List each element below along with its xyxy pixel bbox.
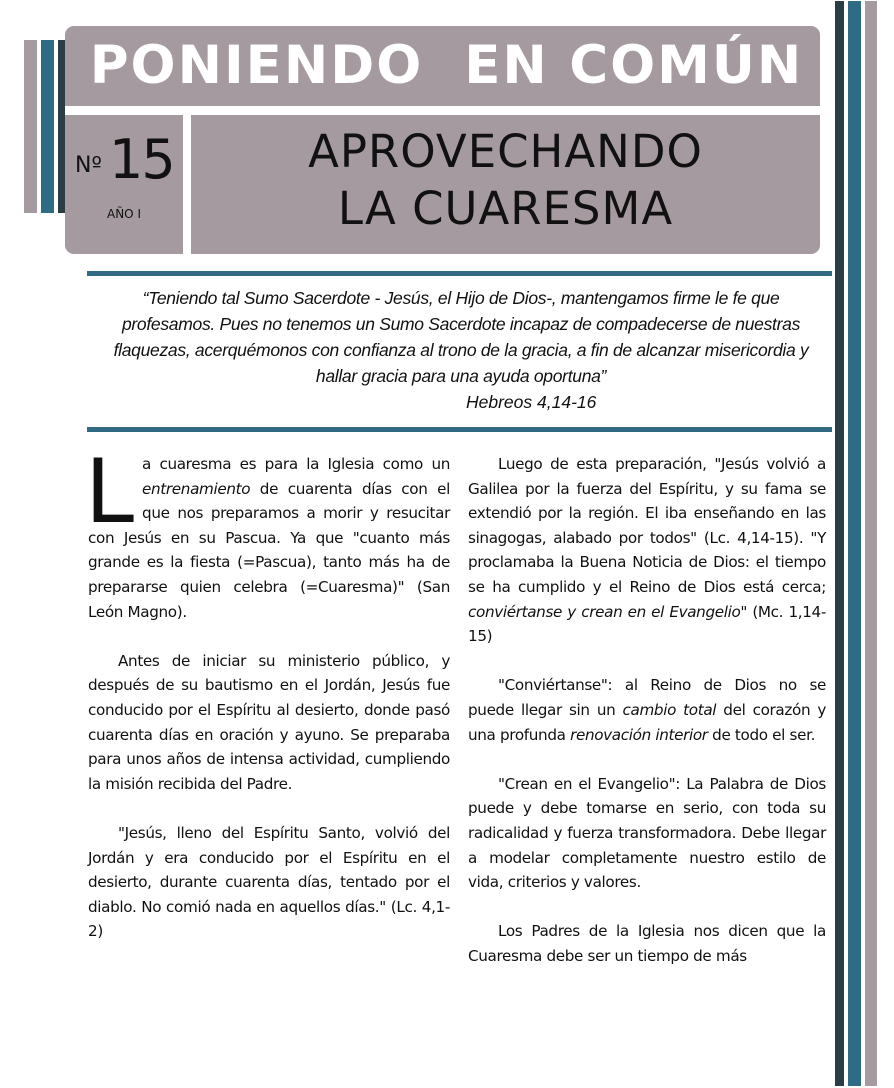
emphasis-text: cambio total <box>622 700 717 719</box>
left-stripe-gray <box>24 40 37 213</box>
right-stripe-teal <box>848 1 861 1086</box>
bottom-divider <box>87 427 832 432</box>
paragraph <box>468 452 826 649</box>
right-stripe-gray <box>865 1 877 1086</box>
issue-number-prefix: Nº <box>75 153 102 178</box>
article-column-right <box>468 452 826 993</box>
paragraph-text: de todo el ser. <box>707 725 816 744</box>
paragraph: "Crean en el Evangelio": La Palabra de Dios puede y debe tomarse en serio, con toda su radicalidad y fuerza transformadora. Debe llegar a modelar completamente nuestro estilo de vida, criterios y valores. <box>468 774 826 892</box>
paragraph-text: "Conviértanse": al Reino de Dios no se puede llegar sin un <box>468 676 826 719</box>
masthead-title: PONIENDO EN COMÚN <box>89 35 804 96</box>
masthead-banner <box>65 26 820 106</box>
headline-box <box>191 115 820 254</box>
headline-line-1: APROVECHANDO <box>308 125 703 178</box>
drop-cap: L <box>85 440 135 543</box>
left-stripe-teal <box>41 40 54 213</box>
paragraph-text: de cuarenta días con el que nos preparamos a morir y resucitar con Jesús en su Pascua. Ya que "cuanto más grande es la fiesta (=Pascua), tanto más ha de prepararse quien celebra (=Cuaresma)" (San León Magno). <box>88 479 450 621</box>
paragraph <box>468 673 826 747</box>
paragraph-text: " (Mc. 1,14-15) <box>468 602 826 646</box>
epigraph-quote: “Teniendo tal Sumo Sacerdote - Jesús, el Hijo de Dios-, mantengamos firme le fe que profesamos. Pues no tenemos un Sumo Sacerdote incapaz de compadecerse de nuestras flaquezas, acerquémonos con confianza al trono de la gracia, a fin de alcanzar misericordia y hallar gracia para una ayuda oportuna” <box>113 288 809 386</box>
paragraph: "Jesús, lleno del Espíritu Santo, volvió del Jordán y era conducido por el Espíritu en el desierto, durante cuarenta días, tentado por el diablo. No comió nada en aquellos días." (Lc. 4,1-2) <box>88 823 450 941</box>
paragraph: Antes de iniciar su ministerio público, y después de su bautismo en el Jordán, Jesús fue conducido por el Espíritu al desierto, donde pasó cuarenta días en oración y ayuno. Se preparaba para unos años de intensa actividad, cumpliendo la misión recibida del Padre. <box>88 651 450 793</box>
top-divider <box>87 271 832 276</box>
issue-box <box>65 115 183 254</box>
paragraph <box>85 440 450 624</box>
paragraph-text: Luego de esta preparación, "Jesús volvió a Galilea por la fuerza del Espíritu, y su fama se extendió por la región. El iba enseñando en las sinagogas, alabado por todos" (Lc. 4,14-15). "Y proclamaba la Buena Noticia de Dios: el tiempo se ha cumplido y el Reino de Dios está cerca; <box>468 455 826 596</box>
headline-line-2: LA CUARESMA <box>337 182 674 235</box>
issue-year: AÑO I <box>107 207 141 221</box>
paragraph-text: a cuaresma es para la Iglesia como un <box>142 455 450 473</box>
paragraph-text: del corazón y una profunda <box>468 700 826 744</box>
emphasis-text: renovación interior <box>570 725 708 744</box>
right-stripe-dark <box>835 1 844 1086</box>
epigraph-reference: Hebreos 4,14-16 <box>466 392 597 412</box>
emphasis-text: conviértanse y crean en el Evangelio <box>468 602 741 621</box>
headline <box>191 123 820 237</box>
paragraph: Los Padres de la Iglesia nos dicen que la Cuaresma debe ser un tiempo de más <box>468 922 826 965</box>
article-column-left <box>85 440 450 968</box>
left-stripe-dark <box>58 40 65 213</box>
emphasis-text: entrenamiento <box>142 479 251 498</box>
issue-number: 15 <box>109 128 174 191</box>
